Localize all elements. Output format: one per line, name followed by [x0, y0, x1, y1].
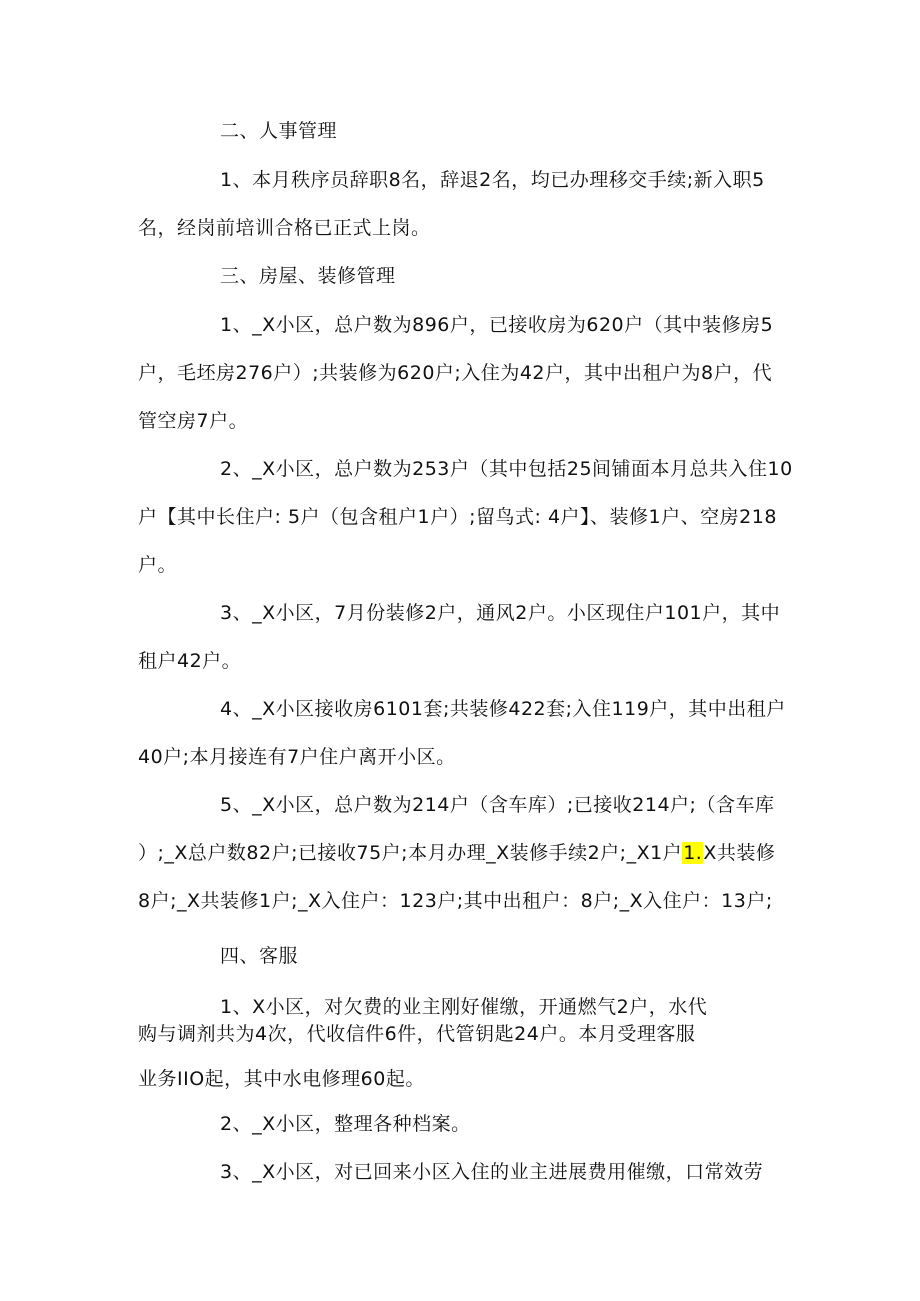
paragraph-line: 3、_X小区，对已回来小区入住的业主进展费用催缴，口常效劳 — [220, 1161, 764, 1183]
paragraph-line: 40户;本月接连有7户住户离开小区。 — [138, 746, 456, 768]
highlighted-text: 1. — [683, 842, 703, 864]
paragraph-line: 户，毛坯房276户）;共装修为620户;入住为42户，其中出租户为8户，代 — [138, 362, 773, 384]
paragraph-line-highlighted — [138, 841, 788, 865]
paragraph-line: 1、X小区，对欠费的业主刚好催缴，开通燃气2户，水代 — [220, 996, 708, 1018]
paragraph-line: 租户42户。 — [138, 650, 242, 672]
paragraph-line: 1、本月秩序员辞职8名，辞退2名，均已办理移交手续;新入职5 — [220, 169, 765, 191]
section-heading-customer-service: 四、客服 — [220, 945, 299, 967]
paragraph-text: X共装修 — [703, 842, 776, 864]
paragraph-line: 3、_X小区，7月份装修2户，通风2户。小区现住户101户，其中 — [220, 602, 781, 624]
paragraph-line: 2、_X小区，整理各种档案。 — [220, 1113, 471, 1135]
paragraph-line: 购与调剂共为4次，代收信件6件，代管钥匙24户。本月受理客服 — [138, 1023, 696, 1045]
paragraph-line: 5、_X小区，总户数为214户（含车库）;已接收214户;（含车库 — [220, 794, 775, 816]
paragraph-line: 户。 — [138, 554, 178, 576]
paragraph-text: ）;_X总户数82户;已接收75户;本月办理_X装修手续2户;_X1户 — [138, 842, 683, 864]
paragraph-line: 4、_X小区接收房6101套;共装修422套;入住119户，其中出租户 — [220, 698, 786, 720]
paragraph-line: 名，经岗前培训合格已正式上岗。 — [138, 217, 431, 239]
paragraph-line: 管空房7户。 — [138, 410, 249, 432]
section-heading-personnel: 二、人事管理 — [220, 120, 338, 142]
paragraph-line: 1、_X小区，总户数为896户，已接收房为620户（其中装修房5 — [220, 314, 774, 336]
paragraph-line: 2、_X小区，总户数为253户（其中包括25间铺面本月总共入住10 — [220, 458, 793, 480]
paragraph-line: 业务IIO起，其中水电修理60起。 — [138, 1068, 425, 1090]
paragraph-line: 8户;_X共装修1户;_X入住户：123户;其中出租户：8户;_X入住户：13户; — [138, 890, 773, 912]
section-heading-housing: 三、房屋、装修管理 — [220, 265, 396, 287]
paragraph-line: 户【其中长住户: 5户（包含租户1户）;留鸟式: 4户】、装修1户、空房218 — [138, 506, 777, 528]
